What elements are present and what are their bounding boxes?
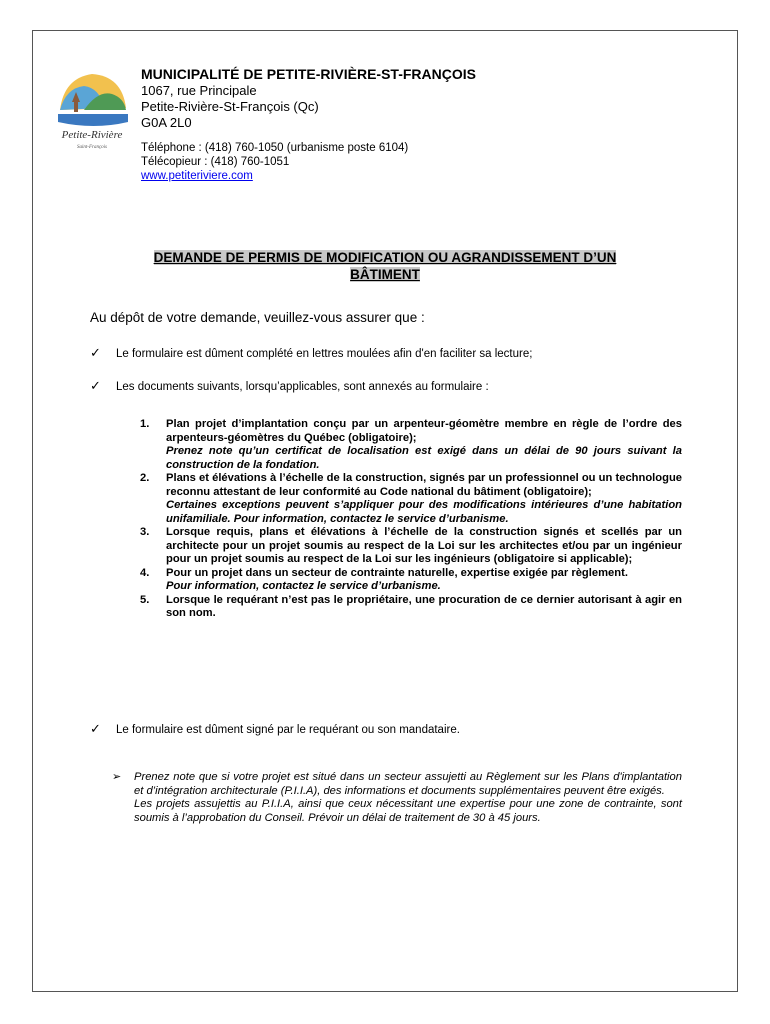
checklist-item xyxy=(90,346,532,361)
checklist-item xyxy=(90,379,489,394)
list-item-text: Plan projet d’implantation conçu par un arpenteur-géomètre membre en règle de l’ordre des arpenteurs-géomètres du Québec (obligatoire); xyxy=(166,418,682,444)
list-number: 5. xyxy=(140,593,150,606)
list-item-note: Certaines exceptions peuvent s’appliquer pour des modifications intérieures d’une habitation unifamiliale. Pour information, contactez le service d’urbanisme. xyxy=(166,499,682,525)
list-item-text: Lorsque requis, plans et élévations à l’échelle de la construction signés et scellés par un architecte pour un projet soumis au respect de la Loi sur les architectes et/ou par un ingénieur pour un projet soumis au respect de la Loi sur les ingénieurs (obligatoire si applicable); xyxy=(166,526,682,565)
list-number: 4. xyxy=(140,566,150,579)
checklist-text: Les documents suivants, lorsqu’applicables, sont annexés au formulaire : xyxy=(116,381,489,393)
contact-block xyxy=(141,141,681,183)
logo-subtext: Saint-François xyxy=(77,145,107,150)
intro-text: Au dépôt de votre demande, veuillez-vous assurer que : xyxy=(90,310,425,325)
checkmark-icon: ✓ xyxy=(90,345,101,360)
list-item xyxy=(140,418,682,472)
logo-text: Petite-Rivière xyxy=(61,129,123,141)
list-item-note: Pour information, contactez le service d’urbanisme. xyxy=(166,580,441,592)
address-line1: 1067, rue Principale xyxy=(141,83,257,98)
document-title xyxy=(120,249,650,283)
checkmark-icon: ✓ xyxy=(90,721,101,736)
checklist-text: Le formulaire est dûment signé par le requérant ou son mandataire. xyxy=(116,724,460,736)
list-item-note: Prenez note qu’un certificat de localisation est exigé dans un délai de 90 jours suivant la construction de la fondation. xyxy=(166,445,682,471)
list-item xyxy=(140,526,682,567)
list-item-text: Pour un projet dans un secteur de contrainte naturelle, expertise exigée par règlement. xyxy=(166,566,628,579)
list-item-text: Plans et élévations à l’échelle de la construction, signés par un professionnel ou un technologue reconnu attestant de leur conformité au Code national du bâtiment (obligatoire); xyxy=(166,472,682,498)
title-line1: DEMANDE DE PERMIS DE MODIFICATION OU AGRANDISSEMENT D’UN xyxy=(153,250,617,265)
arrow-bullet-icon: ➢ xyxy=(112,771,122,783)
org-name: MUNICIPALITÉ DE PETITE-RIVIÈRE-ST-FRANÇOIS xyxy=(141,66,476,82)
note-paragraph: Les projets assujettis au P.I.I.A, ainsi que ceux nécessitant une expertise pour une zone de contrainte, sont soumis à l’approbation du Conseil. Prévoir un délai de traitement de 30 à 45 jours. xyxy=(134,798,682,824)
title-line2: BÂTIMENT xyxy=(350,267,420,282)
checklist-text: Le formulaire est dûment complété en lettres moulées afin d'en faciliter sa lecture; xyxy=(116,348,533,360)
list-number: 3. xyxy=(140,526,150,538)
list-item xyxy=(140,594,682,621)
website-link[interactable]: www.petiteriviere.com xyxy=(141,170,253,182)
list-number: 1. xyxy=(140,418,150,430)
required-documents-list xyxy=(140,418,682,621)
municipality-logo xyxy=(54,64,130,152)
letterhead xyxy=(141,66,681,183)
list-item-text: Lorsque le requérant n’est pas le propriétaire, une procuration de ce dernier autorisant à agir en son nom. xyxy=(166,593,682,619)
list-number: 2. xyxy=(140,472,150,484)
note-paragraph: Prenez note que si votre projet est situé dans un secteur assujetti au Règlement sur les Plans d'implantation et d’intégration architecturale (P.I.I.A), des informations et documents supplémentaires peuvent être exigés. xyxy=(134,771,682,797)
list-item xyxy=(140,472,682,526)
address-line2: Petite-Rivière-St-François (Qc) xyxy=(141,99,319,114)
phone: Téléphone : (418) 760-1050 (urbanisme poste 6104) xyxy=(141,142,409,154)
piia-note xyxy=(112,771,682,825)
checkmark-icon: ✓ xyxy=(90,378,101,393)
checklist-item xyxy=(90,722,460,737)
postal-code: G0A 2L0 xyxy=(141,115,192,130)
list-item xyxy=(140,567,682,594)
fax: Télécopieur : (418) 760-1051 xyxy=(141,156,290,168)
